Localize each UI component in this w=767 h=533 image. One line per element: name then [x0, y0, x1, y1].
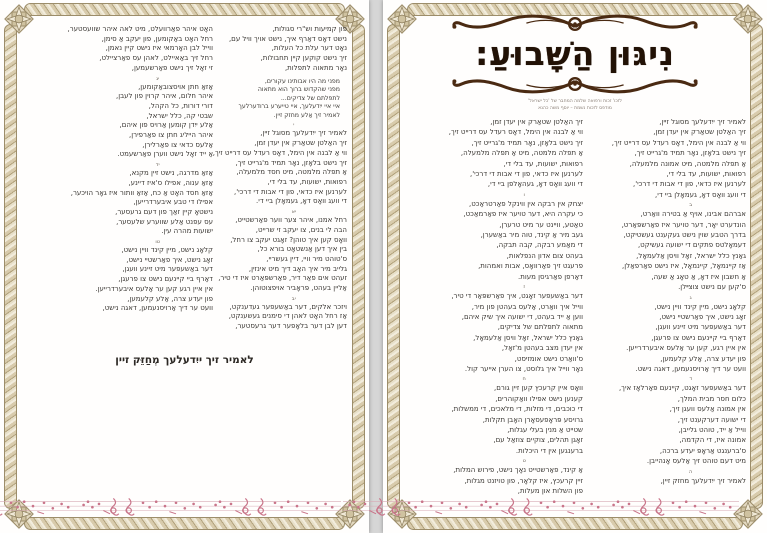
flourish-ornament-icon: [440, 12, 710, 36]
stanza: [588, 117, 746, 200]
text-line: ס'קען עם נישט צוצײלן.: [678, 283, 746, 292]
stanza-marker: ט: [522, 458, 526, 465]
text-line: טאַטע, וויינט ער מיט טרערן,: [499, 220, 583, 229]
text-line: ווי אַ לבנה אין הימל, דאָס רעדל עס דרייט זיך,: [448, 128, 583, 137]
dedication-line: לזכו' זכות ורפואה שלמה המחבר של 'כל ישראל': [527, 99, 623, 104]
text-line: פון יעדע צרה, אַלע קלעמען,: [660, 354, 746, 363]
text-line: אַזאַ חתן אויסצובאַקומען,: [138, 82, 213, 91]
text-line: פון קמיעות וש"רי סגולות,: [272, 25, 347, 33]
text-line: דען לבן דער בלאָפער דער גרעסטער,: [235, 322, 347, 331]
music-notes-band-icon: [0, 494, 341, 516]
text-line: נאָט דער עלת כל העלות,: [271, 44, 347, 53]
text-line: דאַרפן פאַרגיסן מעות.: [518, 272, 583, 281]
text-line: מפני מה היו אבותינו עקורים,: [264, 77, 340, 85]
text-line: ס'ברענגט אַראָפּ יעדע ברכה,: [659, 446, 746, 455]
text-line: זיך נישט בלאָזן, נאָר תמיד מ'גרייט זיך,: [634, 149, 746, 158]
text-line: דער באַשעפער מיט זיינע וועגן,: [122, 265, 213, 274]
text-line: דאַרף ביי קיינעם נישט צו פרעגן,: [118, 275, 213, 284]
text-line: אַ תפלה מלמטה, מיט חסד מלמעלה,: [236, 168, 347, 177]
text-line: קלאָג נישט, מיין קינד וויין נישט,: [654, 302, 746, 311]
text-line: זיך נישט קוקען קיין תחבולות,: [260, 54, 347, 63]
text-line: אַזאַ ענוה, אפילו ס'איז דיינע,: [128, 178, 213, 187]
text-line: דאַרף ביי קיינעם נישט צו פרעגן,: [651, 333, 746, 342]
stanza: [55, 83, 213, 161]
left-page-column-right: [195, 25, 347, 334]
text-line: לאמיר זיך ייִדעלעך מחזק זיין,: [660, 476, 746, 485]
text-line: גלייב מיר איך האָב דיך מיט אינזין,: [248, 264, 347, 273]
text-line: אין יעדן מצב בעהטן מ'זאָל,: [501, 344, 583, 353]
text-line: זיך נישט בלאָזן, נאָר תמיד מ'גרייט זיך,: [235, 158, 347, 167]
text-line: קלאָג נישט, מיין קינד וויין נישט,: [121, 246, 213, 255]
text-line: וואָס איין קרעכץ קען זיין גורם,: [494, 384, 583, 393]
text-line: רפואות, ישועות, עד בלי די,: [666, 170, 746, 179]
text-line: רחל זיך באַאיילט, לאהן עס פאַרציילט,: [99, 54, 213, 63]
text-line: מתאוה לתפלתם של צדיקים,: [497, 323, 583, 332]
text-line: ווייל אַ ייד, טוהט גלייבן,: [678, 425, 746, 434]
stanza: [195, 216, 347, 294]
text-line: אַ חשבון איז דאָ, אַ טאָג אַ שעה,: [651, 272, 746, 281]
text-line: ווייל איך וואַרט, אַלעס בעהטן פון מיר,: [471, 302, 583, 311]
text-line: זיך נישט בלאָזן, נאָר תמיד מ'גרייט זיך,: [471, 138, 583, 147]
stanza: [55, 246, 213, 314]
border-rope-bottom: [24, 517, 345, 530]
stanza: [195, 78, 347, 121]
text-line: אַ ייד זאָל נישט ווערן פאַרשעמט.: [117, 150, 213, 159]
stanza-marker: טו: [155, 239, 160, 246]
text-line: אפילו די טבע איבערדרייען,: [133, 198, 213, 207]
text-line: זיך האַלטן שטאַרק אין יעדן זמן,: [490, 118, 583, 126]
text-line: אַ קינד, פאַרשטייט נאָך נישט, פירוש המלות,: [453, 466, 583, 475]
text-line: ס'טוהט מיר וויי, דיין געשריי,: [266, 254, 347, 263]
text-line: די מאַמע רבקה, קבה תבקה,: [496, 241, 583, 250]
text-line: אַלעס כדאי צו פאַרלירן,: [142, 140, 213, 149]
stanza: [415, 199, 583, 282]
title-block: [413, 12, 737, 112]
text-line: אַליין בעהט, פּראָביר אויפצוטוהן.: [250, 284, 347, 293]
stanza: [195, 129, 347, 207]
text-line: אַזאַ חסד האָט אַ כח, אַזאַ וותור איז גאָר הויכער,: [70, 188, 213, 197]
corner-ornament-icon: [1, 1, 37, 37]
stanza: [195, 25, 347, 74]
text-line: לתפלתם של צדיקים...: [280, 94, 340, 102]
text-line: אַז קיינמאָל, קיינמאָל, איז נישט פאַרפאַלן,: [621, 262, 746, 271]
closing-refrain-line: לאמיר זיך ייִדעלעך מְחַזֵּק זיין: [115, 354, 254, 366]
page-left: [0, 0, 369, 533]
stanza-marker: ג: [689, 294, 692, 301]
text-line: אין איין רגע, קען ער אַלעס איבערדרייען.: [626, 344, 746, 353]
text-line: גאַנץ כלל ישראל, זאָל וויסן אַלעמאָל,: [473, 333, 583, 342]
text-line: נישט דאָס דאַרף איך, נישט אויך וויל עם,: [228, 34, 347, 43]
text-line: ווי אַ לבנה אין הימל, דאָס רעדל עס דרייט זיך,: [212, 148, 347, 157]
border-rope-bottom: [407, 517, 743, 530]
text-line: די ישועה דערקענט זיך,: [677, 415, 746, 424]
text-line: פון יעדע צרה, אַלע קלעמען,: [127, 294, 213, 303]
text-line: אַזאַ מדרגה, נישט זיין מקנא,: [129, 169, 213, 178]
text-line: ווען אַ ייד בעהט, די ישועה איך שיק איהם,: [461, 312, 583, 321]
text-line: דער באַשעפער זאָגט, איך פאַרשפּאַר די טיר,: [451, 292, 583, 301]
text-line: רפואות, ישועות, עד בלי די,: [503, 159, 583, 168]
dedication-line: מודפס לזכות נשמת – יוסף משה כהנא: [538, 105, 612, 111]
text-line: דער באַשעפער מיט זיינע וועגן,: [655, 323, 746, 332]
text-line: לערנען איז כדאי, פון די אבות די דרכי',: [233, 187, 347, 196]
stanza-marker: ו: [523, 191, 525, 198]
text-line: די וועג וואָס דאָ, געהאָלפן ביי די,: [487, 180, 583, 189]
text-line: אין אמונה אַלעס וועגן זיך,: [669, 405, 746, 414]
text-line: רחל אמנו, איהר צער ווער פאַרשטייט,: [235, 216, 347, 225]
text-line: לאמיר זיך ייִדעלעך מסוגל זיין,: [260, 129, 347, 138]
stanza-marker: ב: [689, 202, 693, 209]
text-line: ווייל לבן האָרמאי איז נישט קיין נאמן,: [105, 44, 213, 53]
flourish-ornament-icon: [440, 72, 710, 96]
text-line: וועט ער דיך אַרויסנעמען, דאגה נישט,: [102, 304, 213, 313]
stanza: [415, 117, 583, 190]
stanza: [415, 291, 583, 374]
text-line: ויזכר אלקים, דער באַשעפער געדענקט,: [229, 302, 347, 311]
text-line: איי איי ייִדעלעך, איי טייערע ברודערלעך: [238, 103, 340, 111]
text-line: זיין קרעכץ, איז קלאָר, פון טויזנט מגלות,: [464, 476, 583, 485]
text-line: נישטאָ קיין זאַך פון דעם גרעסער,: [115, 207, 213, 216]
text-line: געב מיר אַ קינד, טוה מיר באַשערן,: [480, 231, 583, 240]
stanza-marker: ד: [689, 376, 693, 383]
page-right: [383, 0, 767, 533]
right-page-column-left: [415, 117, 583, 498]
stanza-marker: ח: [522, 376, 526, 383]
text-line: פרעגט זיך פאַרוואָס, אבות ואמהות,: [478, 262, 583, 271]
stanza: [415, 383, 583, 456]
text-line: אַ תפלה מלמטה, מיט אמונה מלמעלה,: [629, 159, 746, 168]
text-line: דורי דורות, כל הקהל,: [148, 101, 213, 110]
text-line: זאָגן תהלים, צוקיים צוזאַל עם,: [493, 436, 583, 445]
border-rope-right: [750, 24, 763, 509]
text-line: וואָס קען איך טוהן? זאָגט יעקב צו רחל,: [230, 235, 347, 244]
text-line: ס'וואַרט נישט אומזיסט,: [514, 354, 583, 363]
text-line: אברהם אבינו, אויף אַ בטירה וואַרט,: [640, 210, 746, 219]
stanza: [588, 476, 746, 486]
music-notes-band-icon: [343, 494, 739, 516]
text-line: לערנען איז כדאי, פון די אבות די דרכי',: [632, 180, 746, 189]
text-line: די וועג וואָס דאָ, געמאָלן ביי די,: [655, 190, 746, 199]
text-line: זיך האַלטן שטאַרק אין יעדן זמן,: [653, 128, 746, 137]
stanza: [415, 465, 583, 496]
text-line: רפואות, ישועות, עד בלי די,: [267, 178, 347, 186]
text-line: גאַנץ כלל ישראל, זאָל וויסן אַלעמאָל,: [636, 251, 746, 260]
text-line: אַז רחל האָט לאהן די סימנים געשענקט,: [228, 312, 347, 321]
text-line: ברענגען אין די היכלות.: [515, 446, 583, 455]
text-line: איהר הייליג חתן צו פאַרפירן,: [129, 131, 213, 140]
text-line: רחל האָט באַקומען, פון יעקב אַ סימן,: [101, 34, 213, 43]
text-line: לאמיר זיך אַלע מחזק זיין.: [273, 111, 340, 119]
text-line: איהר חלום, איהר קרוין פון לעבן,: [115, 92, 213, 101]
stanza-marker: יא: [291, 209, 297, 216]
text-line: זי זאָל זיך נישט פאַרשעמען,: [131, 63, 213, 72]
text-line: כי עקרה היא, דער טויער איז פאַרמאַכט,: [463, 210, 583, 219]
text-line: שבטי קה, כלל ישראל,: [146, 111, 213, 120]
text-line: די כוכבים, די מזלות, די מלאכים, די ממשלות,: [451, 405, 583, 414]
text-line: אמונה איז, די הקדמה,: [679, 436, 746, 445]
text-line: שטייט אַ מנין בעלי עגלות,: [507, 425, 583, 434]
text-line: האָט איהר פאַרוועלט, מיט לאה איהר שוועסטער,: [67, 25, 213, 33]
text-line: עס עפנט אַלע שווערע שלעסער,: [116, 217, 213, 226]
text-line: יצחק אין רבקה אין ווינקל פאַרטראַכט,: [469, 199, 583, 208]
stanza-marker: י: [293, 122, 295, 129]
text-line: בעהט צום אדון הנפלאות,: [506, 251, 583, 260]
text-line: זאָג נישט, איך פאַרשטיי נישט,: [126, 255, 213, 264]
text-line: הבה לי בנים, צו יעקב זי שרייט,: [255, 225, 347, 234]
stanza-marker: יב: [291, 295, 296, 302]
left-page-column-left: [55, 25, 213, 316]
text-line: מפני שהקדוש ברוך הוא מתאוה: [257, 86, 340, 94]
text-line: לאמיר זיך ייִדעלעך מסוגל זיין,: [659, 118, 746, 126]
text-line: ישועות מהרה עין.: [161, 227, 213, 236]
text-line: אין איין רגע קען ער אַלעס איבערדרייען.: [95, 284, 213, 293]
text-line: וועט ער דיך אַרויסנעמען, דאגה נישט.: [635, 364, 746, 373]
text-line: זאָג נישט, איך פאַרשטיי נישט,: [659, 312, 746, 321]
right-page-column-right: [588, 117, 746, 488]
text-line: זעהט אים פאַר דיר, פאַרשפּאַרט איז די טיר,: [218, 274, 347, 283]
stanza: [588, 302, 746, 375]
stanza: [55, 25, 213, 74]
stanza-marker: יד: [155, 162, 160, 169]
text-line: דער באַשעפער זאָגט, קיינעם פאַרלאָז איך,: [618, 384, 746, 393]
text-line: מיט דעם טוהט זיך אַלעס אָנהייבן.: [646, 457, 746, 466]
border-rope-left: [4, 24, 17, 509]
text-line: אַלע ייִדן קומען אַרויס פון איהם,: [119, 121, 213, 130]
stanza: [588, 383, 746, 466]
text-line: דעמאָלטס פתקים די ישועה געשיקט,: [637, 241, 746, 250]
stanza-marker: ה: [689, 468, 693, 475]
text-line: אַ תפלה מלמטה, מיט אַ תפלה מלמעלה,: [460, 149, 583, 158]
text-line: פון השלות און מעלות,: [517, 487, 583, 495]
page-title: נִיגּוּן הַשָּׁבוּעַ:: [475, 34, 675, 73]
border-rope-right: [352, 24, 365, 509]
stanza: [195, 303, 347, 332]
border-rope-top: [24, 3, 345, 16]
text-line: זיך האַלטן שטאַרק אין יעדן זמן,: [254, 139, 347, 148]
text-line: בין איך דען אַנשטאָט בורא כל,: [257, 245, 347, 254]
stanza-marker: יג: [156, 75, 160, 82]
text-line: כלום חסר מבית המלך,: [677, 394, 746, 403]
text-line: קענען נישט אפילו וואַקוהרים,: [495, 394, 583, 403]
stanza: [55, 169, 213, 237]
text-line: הונדערט יאָר, דער טויער איז פאַרשפּאַרט,: [621, 220, 746, 229]
text-line: די וועג וואָס דאָ, געמאָלן ביי די.: [256, 197, 347, 206]
stanza-marker: ז: [523, 284, 526, 291]
stanza: [588, 209, 746, 292]
text-line: נאָר מתאוה לתפלות,: [284, 63, 347, 72]
text-line: נאָר ווייל איך גלוסט, צו הערן אייער קול.: [464, 364, 583, 373]
text-line: ווי אַ לבנה אין הימל, דאָס רעדל עס דרייט זיך,: [611, 138, 746, 147]
text-line: לערנען איז כדאי, פון די אבות די דרכי',: [469, 170, 583, 179]
text-line: בדרך הטבע שוין נישט געקענט געשטיקט,: [623, 231, 746, 240]
border-rope-left: [387, 24, 400, 509]
text-line: גרויסע פּראָפעסאָרן האָבן תקלות,: [482, 415, 583, 424]
